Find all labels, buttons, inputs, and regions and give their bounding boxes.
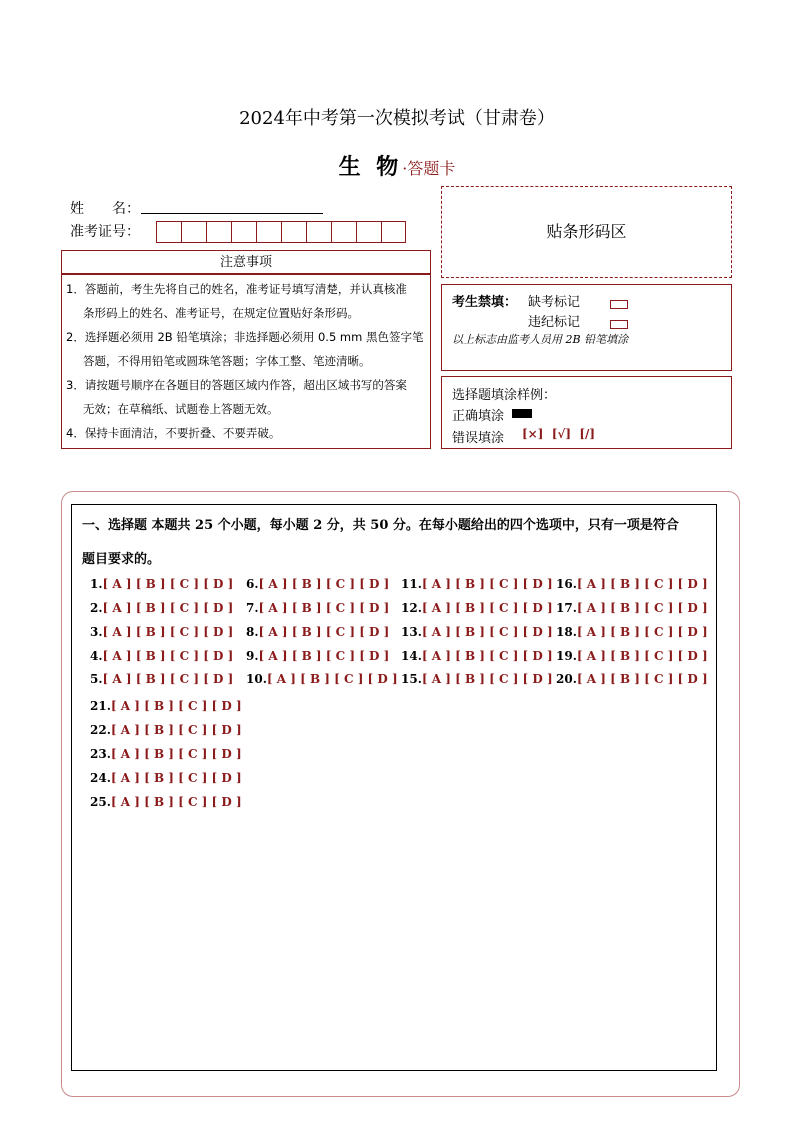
- answer-card-label: ·答题卡: [402, 159, 456, 178]
- subject-name: 生 物: [338, 154, 403, 180]
- forbidden-note: 以上标志由监考人员用 2B 铅笔填涂: [452, 333, 629, 346]
- forbidden-box: [441, 284, 732, 371]
- question-9[interactable]: 9.[ A ] [ B ] [ C ] [ D ]: [246, 649, 390, 663]
- wrong-fill-marks: [×] [√] [/]: [522, 427, 596, 441]
- question-21[interactable]: 21.[ A ] [ B ] [ C ] [ D ]: [90, 699, 242, 713]
- instruction-line: 一、选择题 本题共 25 个小题，每小题 2 分，共 50 分。在每小题给出的四个选项中，只有一项是符合: [82, 518, 679, 533]
- question-22[interactable]: 22.[ A ] [ B ] [ C ] [ D ]: [90, 723, 242, 737]
- absent-label: 缺考标记: [528, 295, 581, 310]
- notice-box: [61, 274, 431, 449]
- question-8[interactable]: 8.[ A ] [ B ] [ C ] [ D ]: [246, 625, 390, 639]
- id-number-boxes[interactable]: [156, 221, 406, 243]
- notice-item: 无效；在草稿纸、试题卷上答题无效。: [83, 402, 279, 416]
- question-12[interactable]: 12.[ A ] [ B ] [ C ] [ D ]: [401, 601, 553, 615]
- violation-label: 违纪标记: [528, 315, 581, 330]
- fill-sample-title: 选择题填涂样例：: [452, 388, 557, 403]
- fill-sample-box: [441, 376, 732, 449]
- forbidden-label: 考生禁填：: [452, 295, 518, 310]
- answer-section: [71, 504, 717, 1071]
- question-15[interactable]: 15.[ A ] [ B ] [ C ] [ D ]: [401, 672, 553, 686]
- question-7[interactable]: 7.[ A ] [ B ] [ C ] [ D ]: [246, 601, 390, 615]
- barcode-area[interactable]: [441, 186, 732, 278]
- notice-heading: 注意事项: [219, 255, 272, 270]
- question-14[interactable]: 14.[ A ] [ B ] [ C ] [ D ]: [401, 649, 553, 663]
- id-digit-box[interactable]: [156, 221, 181, 243]
- notice-item: 3．请按题号顺序在各题目的答题区域内作答，超出区域书写的答案: [66, 378, 407, 392]
- question-17[interactable]: 17.[ A ] [ B ] [ C ] [ D ]: [556, 601, 708, 615]
- notice-item: 1．答题前，考生先将自己的姓名，准考证号填写清楚，并认真核准: [66, 282, 407, 296]
- id-digit-box[interactable]: [281, 221, 306, 243]
- notice-item: 答题，不得用铅笔或圆珠笔答题；字体工整、笔迹清晰。: [83, 354, 371, 368]
- subject-title: [0, 150, 794, 181]
- id-digit-box[interactable]: [356, 221, 381, 243]
- question-11[interactable]: 11.[ A ] [ B ] [ C ] [ D ]: [401, 577, 553, 591]
- barcode-label: 贴条形码区: [546, 222, 627, 241]
- id-digit-box[interactable]: [231, 221, 256, 243]
- page-title: 2024年中考第一次模拟考试（甘肃卷）: [239, 108, 555, 129]
- id-digit-box[interactable]: [306, 221, 331, 243]
- question-4[interactable]: 4.[ A ] [ B ] [ C ] [ D ]: [90, 649, 234, 663]
- question-13[interactable]: 13.[ A ] [ B ] [ C ] [ D ]: [401, 625, 553, 639]
- notice-list: [62, 275, 430, 445]
- question-10[interactable]: 10.[ A ] [ B ] [ C ] [ D ]: [246, 672, 398, 686]
- id-digit-box[interactable]: [181, 221, 206, 243]
- notice-heading-box: [61, 250, 431, 274]
- question-20[interactable]: 20.[ A ] [ B ] [ C ] [ D ]: [556, 672, 708, 686]
- question-24[interactable]: 24.[ A ] [ B ] [ C ] [ D ]: [90, 771, 242, 785]
- choice-instruction: [82, 509, 679, 577]
- question-6[interactable]: 6.[ A ] [ B ] [ C ] [ D ]: [246, 577, 390, 591]
- absent-mark-box[interactable]: [610, 294, 628, 313]
- wrong-fill-label: 错误填涂: [452, 431, 505, 446]
- id-digit-box[interactable]: [206, 221, 231, 243]
- question-25[interactable]: 25.[ A ] [ B ] [ C ] [ D ]: [90, 795, 242, 809]
- question-5[interactable]: 5.[ A ] [ B ] [ C ] [ D ]: [90, 672, 234, 686]
- name-field[interactable]: [141, 213, 323, 214]
- correct-fill-label: 正确填涂: [452, 409, 505, 424]
- question-3[interactable]: 3.[ A ] [ B ] [ C ] [ D ]: [90, 625, 234, 639]
- question-19[interactable]: 19.[ A ] [ B ] [ C ] [ D ]: [556, 649, 708, 663]
- notice-item: 4．保持卡面清洁，不要折叠、不要弄破。: [66, 426, 281, 440]
- question-18[interactable]: 18.[ A ] [ B ] [ C ] [ D ]: [556, 625, 708, 639]
- question-23[interactable]: 23.[ A ] [ B ] [ C ] [ D ]: [90, 747, 242, 761]
- correct-fill-mark: [512, 409, 532, 418]
- name-label: 姓 名：: [70, 201, 140, 217]
- question-16[interactable]: 16.[ A ] [ B ] [ C ] [ D ]: [556, 577, 708, 591]
- id-digit-box[interactable]: [256, 221, 281, 243]
- id-digit-box[interactable]: [331, 221, 356, 243]
- question-1[interactable]: 1.[ A ] [ B ] [ C ] [ D ]: [90, 577, 234, 591]
- notice-item: 2．选择题必须用 2B 铅笔填涂；非选择题必须用 0.5 mm 黑色签字笔: [66, 330, 424, 344]
- id-label: 准考证号：: [70, 224, 140, 240]
- id-digit-box[interactable]: [381, 221, 406, 243]
- notice-item: 条形码上的姓名、准考证号，在规定位置贴好条形码。: [83, 306, 359, 320]
- question-2[interactable]: 2.[ A ] [ B ] [ C ] [ D ]: [90, 601, 234, 615]
- instruction-line: 题目要求的。: [82, 552, 161, 567]
